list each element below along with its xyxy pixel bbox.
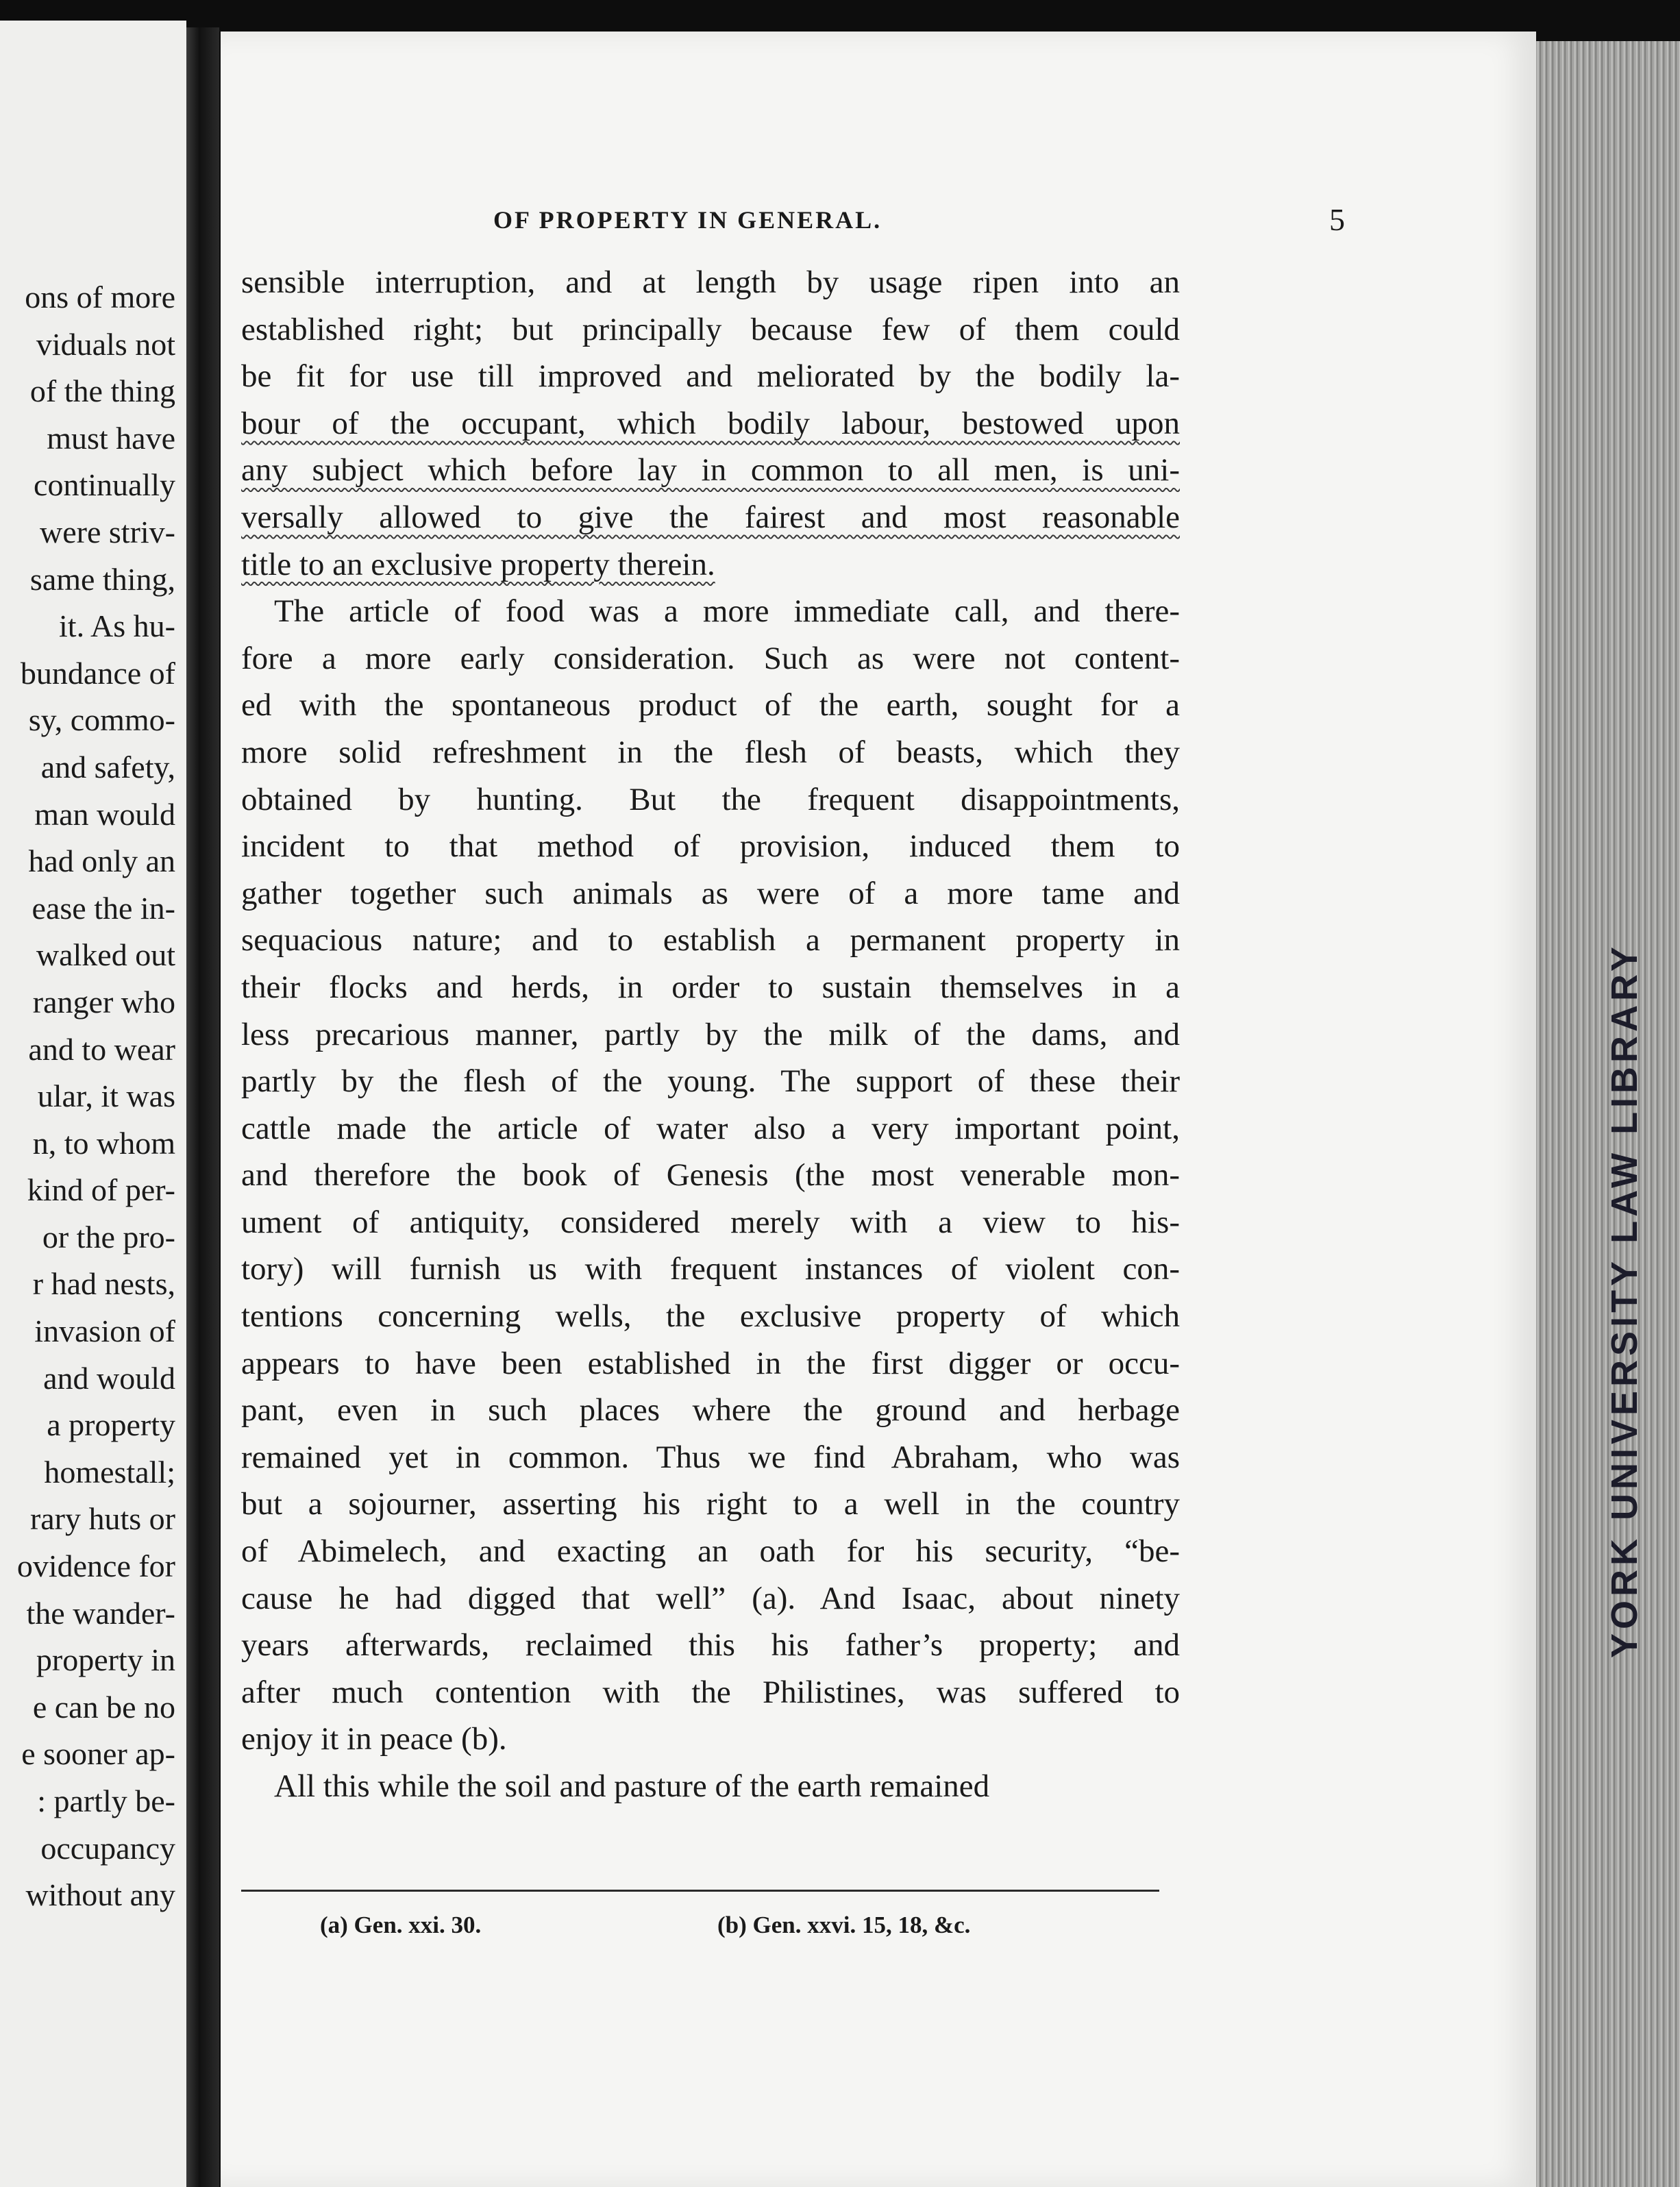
left-page-line: must have [47, 420, 175, 456]
text-line: cattle made the article of water also a very important point, [241, 1110, 1180, 1146]
book-gutter [186, 27, 219, 2187]
text-line: after much contention with the Philistines, was suffered to [241, 1674, 1180, 1710]
left-page-line: ranger who [32, 984, 175, 1020]
text-line: incident to that method of provision, induced them to [241, 828, 1180, 865]
handwritten-underline: title to an exclusive property therein. [241, 546, 715, 582]
left-page-line: and to wear [28, 1031, 175, 1067]
left-page-line: bundance of [20, 655, 175, 691]
running-head: OF PROPERTY IN GENERAL. [493, 206, 882, 234]
left-page-line: had only an [28, 843, 175, 879]
text-line: sensible interruption, and at length by usage ripen into an [241, 264, 1180, 300]
text-line: established right; but principally because few of them could [241, 311, 1180, 347]
text-line: cause he had digged that well” (a). And Isaac, about ninety [241, 1580, 1180, 1616]
text-line: ed with the spontaneous product of the earth, sought for a [241, 687, 1180, 724]
left-page-line: n, to whom [32, 1125, 175, 1161]
left-page-line: ular, it was [37, 1078, 175, 1114]
footnote-a: (a) Gen. xxi. 30. [320, 1912, 482, 1938]
text-line: more solid refreshment in the flesh of beasts, which they [241, 734, 1180, 770]
handwritten-underline: bour of the occupant, which bodily labour, bestowed upon [241, 405, 1180, 441]
left-page-line: it. As hu- [59, 608, 175, 644]
left-page-line: sy, commo- [28, 702, 175, 738]
left-page-line: e sooner ap- [21, 1736, 175, 1772]
text-line [241, 541, 1180, 589]
left-page-line: r had nests, [32, 1266, 175, 1302]
left-page-line: the wander- [26, 1595, 175, 1631]
left-page-line: property in [36, 1642, 175, 1678]
text-line: sequacious nature; and to establish a permanent property in [241, 922, 1180, 959]
text-line: tentions concerning wells, the exclusive property of which [241, 1298, 1180, 1335]
left-facing-page [0, 21, 186, 2187]
left-page-line: kind of per- [27, 1172, 175, 1208]
text-line: remained yet in common. Thus we find Abraham, who was [241, 1439, 1180, 1475]
footnote-b: (b) Gen. xxvi. 15, 18, &c. [717, 1912, 971, 1938]
text-line: their flocks and herds, in order to sustain themselves in a [241, 969, 1180, 1005]
text-line: ument of antiquity, considered merely with a view to his- [241, 1204, 1180, 1240]
left-page-line: without any [25, 1877, 175, 1913]
text-line: be fit for use till improved and meliorated by the bodily la- [241, 358, 1180, 395]
text-line: pant, even in such places where the ground and herbage [241, 1392, 1180, 1429]
handwritten-underline: versally allowed to give the fairest and most reasonable [241, 499, 1180, 535]
left-page-line: ovidence for [16, 1548, 175, 1584]
left-page-line: walked out [36, 937, 175, 973]
text-line: and therefore the book of Genesis (the most venerable mon- [241, 1157, 1180, 1194]
text-line: All this while the soil and pasture of the earth remained [274, 1768, 990, 1804]
left-page-line: same thing, [29, 561, 175, 597]
text-line: years afterwards, reclaimed this his father’s property; and [241, 1627, 1180, 1664]
left-page-line: man would [34, 796, 175, 832]
left-page-text [0, 274, 175, 1919]
left-page-line: ons of more [25, 280, 175, 314]
left-page-line: continually [34, 467, 175, 503]
main-page [221, 32, 1536, 2187]
text-line [241, 400, 1180, 447]
page-number: 5 [1329, 202, 1345, 237]
text-line: The article of food was a more immediate call, and there- [274, 593, 1180, 630]
library-stamp-text: YORK UNIVERSITY LAW LIBRARY [1604, 942, 1645, 1658]
text-line: but a sojourner, asserting his right to a well in the country [241, 1486, 1180, 1522]
text-line: appears to have been established in the first digger or occu- [241, 1345, 1180, 1381]
left-page-line: invasion of [34, 1313, 175, 1349]
left-page-line: occupancy [40, 1830, 175, 1866]
left-page-line: : partly be- [37, 1783, 175, 1818]
left-page-line: ease the in- [32, 890, 175, 926]
text-line: enjoy it in peace (b). [241, 1721, 507, 1757]
handwritten-underline: any subject which before lay in common to all men, is uni- [241, 452, 1180, 489]
left-page-line: and safety, [40, 749, 175, 784]
left-page-line: or the pro- [42, 1219, 175, 1255]
footnote-rule [241, 1890, 1159, 1892]
left-page-line: a property [47, 1407, 175, 1443]
left-page-line: homestall; [44, 1454, 175, 1490]
body-text [241, 259, 1180, 1810]
left-page-line: of the thing [29, 373, 175, 409]
left-page-line: viduals not [36, 326, 175, 362]
text-line: gather together such animals as were of a more tame and [241, 875, 1180, 911]
text-line [241, 447, 1180, 494]
left-page-line: were striv- [40, 514, 175, 549]
left-page-line: e can be no [32, 1689, 175, 1725]
text-line: tory) will furnish us with frequent instances of violent con- [241, 1251, 1180, 1287]
library-stamp [1576, 904, 1645, 1658]
text-line: partly by the flesh of the young. The support of these their [241, 1063, 1180, 1100]
text-line [241, 494, 1180, 541]
text-line: fore a more early consideration. Such as were not content- [241, 640, 1180, 676]
text-line: obtained by hunting. But the frequent disappointments, [241, 781, 1180, 817]
text-line: less precarious manner, partly by the milk of the dams, and [241, 1016, 1180, 1052]
left-page-line: rary huts or [29, 1501, 175, 1537]
left-page-line: and would [43, 1360, 175, 1396]
text-line: of Abimelech, and exacting an oath for his security, “be- [241, 1533, 1180, 1570]
